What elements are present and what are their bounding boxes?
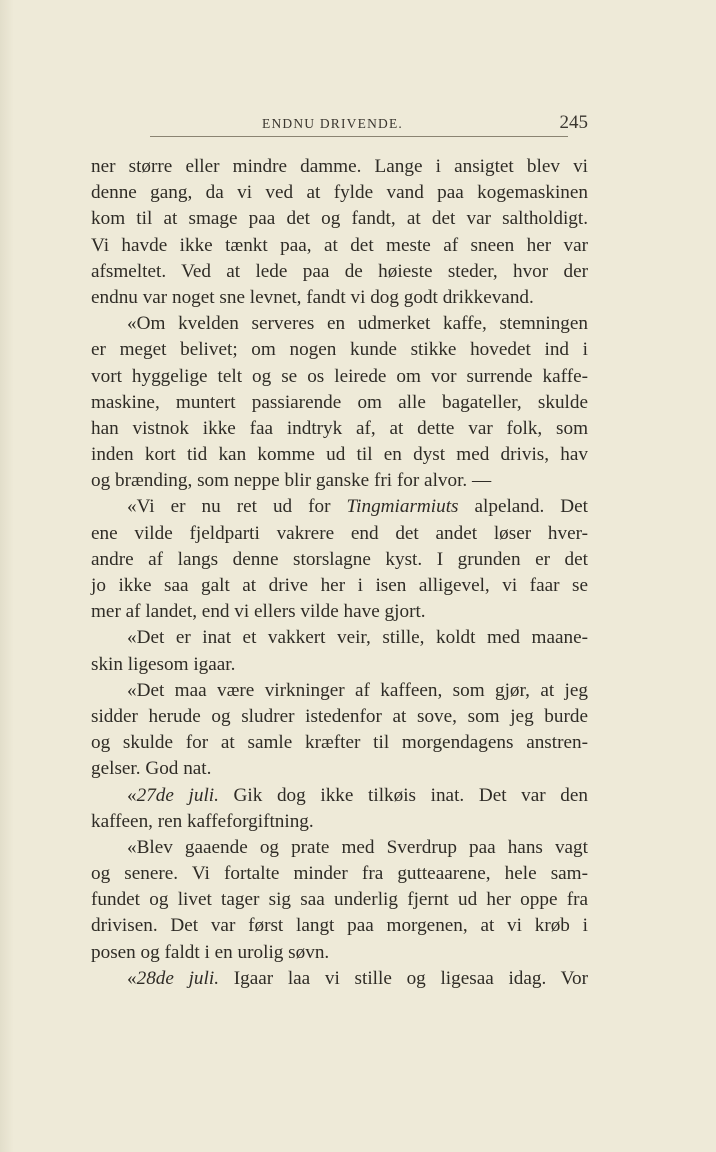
text-line: «Om kvelden serveres en udmerket kaffe, stemningen [127,313,588,335]
text-line: mer af landet, end vi ellers vilde have gjort. [91,601,426,623]
text-line: han vistnok ikke faa indtryk af, at dette var folk, som [91,417,588,439]
text-line: skin ligesom igaar. [91,653,236,675]
text-line: andre af langs denne storslagne kyst. I grunden er det [91,548,588,570]
text-line: drivisen. Det var først langt paa morgenen, at vi krøb i [91,915,588,937]
text-line: denne gang, da vi ved at fylde vand paa kogemaskinen [91,182,588,204]
page-number: 245 [559,112,588,133]
text-line-mixed [91,494,588,520]
text-line: kom til at smage paa det og fandt, at det var saltholdigt. [91,208,588,230]
text-line: gelser. God nat. [91,758,212,780]
text-line: posen og faldt i en urolig søvn. [91,941,330,963]
text-segment: «Vi er nu ret ud for [127,496,331,518]
header-rule [150,136,568,137]
text-line: og senere. Vi fortalte minder fra gutteaarene, hele sam- [91,863,588,885]
text-segment: alpeland. Det [474,496,588,518]
text-line: Vi havde ikke tænkt paa, at det meste af sneen her var [91,234,588,256]
italic-date: 27de juli. [136,784,219,806]
quote-mark: « [127,784,137,806]
text-line-mixed [91,966,588,992]
quote-mark: « [127,967,137,989]
body-text [91,154,588,992]
text-line: er meget belivet; om nogen kunde stikke hovedet ind i [91,339,588,361]
text-segment: Gik dog ikke tilkøis inat. Det var den [233,784,588,806]
text-line: kaffeen, ren kaffeforgiftning. [91,810,314,832]
text-line-mixed [91,783,588,809]
running-head: ENDNU DRIVENDE. [262,116,403,131]
text-line: og skulde for at samle kræfter til morgendagens anstren- [91,732,588,754]
text-line: og brænding, som neppe blir ganske fri for alvor. — [91,470,492,492]
text-line: afsmeltet. Ved at lede paa de høieste steder, hvor der [91,260,588,282]
text-line: «Blev gaaende og prate med Sverdrup paa hans vagt [127,836,588,858]
text-line: sidder herude og sludrer istedenfor at sove, som jeg burde [91,705,588,727]
text-line: ner større eller mindre damme. Lange i ansigtet blev vi [91,156,588,177]
text-line: fundet og livet tager sig saa underlig fjernt ud her oppe fra [91,889,588,911]
text-line: endnu var noget sne levnet, fandt vi dog godt drikkevand. [91,286,534,308]
text-line: jo ikke saa galt at drive her i isen alligevel, vi faar se [91,575,588,596]
italic-place-name: Tingmiarmiuts [346,496,459,518]
text-line: «Det maa være virkninger af kaffeen, som gjør, at jeg [127,679,588,701]
text-segment: Igaar laa vi stille og ligesaa idag. Vor [233,967,589,989]
text-line: maskine, muntert passiarende om alle bagateller, skulde [91,391,588,413]
text-line: «Det er inat et vakkert veir, stille, koldt med maane- [127,627,588,649]
text-line: inden kort tid kan komme ud til en dyst med drivis, hav [91,444,588,466]
text-line: ene vilde fjeldparti vakrere end det andet løser hver- [91,522,588,544]
italic-date: 28de juli. [136,967,219,989]
text-line: vort hyggelige telt og se os leirede om vor surrende kaffe- [91,365,588,387]
